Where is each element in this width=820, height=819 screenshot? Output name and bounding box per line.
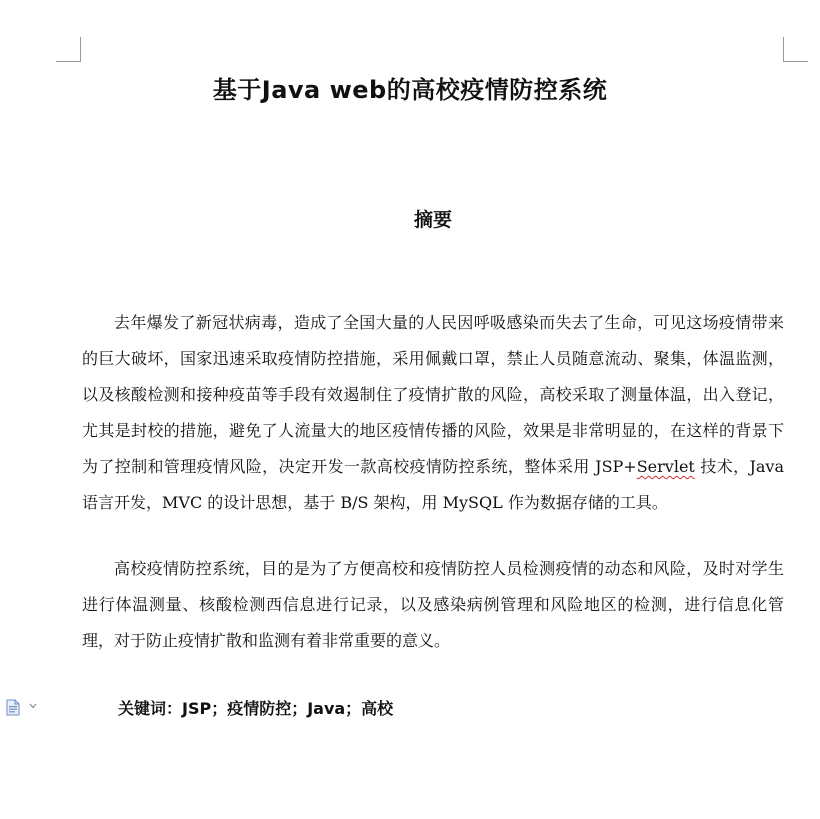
paragraph-1-text-start: 去年爆发了新冠状病毒，造成了全国大量的人民因呼吸感染而失去了生命，可见这场疫情带来的巨大破坏，国家迅速采取疫情防控措施，采用佩戴口罩，禁止人员随意流动、聚集，体温监测，以及核酸检测和接种疫苗等手段有效遏制住了疫情扩散的风险，高校采取了测量体温，出入登记，尤其是封校的措施，避免了人流量大的地区疫情传播的风险，效果是非常明显的，在这样的背景下为了控制和管理疫情风险，决定开发一款高校疫情防控系统，整体采用 JSP+ bbox=[82, 313, 784, 476]
paragraph-1-text-end: 技术，Java 语言开发，MVC 的设计思想，基于 B/S 架构，用 MySQL 作为数据存储的工具。 bbox=[82, 457, 784, 512]
document-title: 基于Java web的高校疫情防控系统 bbox=[212, 76, 608, 104]
document-options-icon[interactable] bbox=[6, 699, 20, 716]
abstract-paragraph-1 bbox=[82, 305, 784, 521]
spellcheck-flagged-word[interactable]: Servlet bbox=[636, 457, 695, 476]
chevron-down-icon[interactable] bbox=[29, 703, 37, 709]
abstract-heading: 摘要 bbox=[413, 209, 452, 231]
keywords-line: 关键词：JSP；疫情防控；Java；高校 bbox=[118, 699, 394, 718]
page-corner-mark-top-left bbox=[56, 37, 81, 62]
abstract-paragraph-2: 高校疫情防控系统，目的是为了方便高校和疫情防控人员检测疫情的动态和风险，及时对学生进行体温测量、核酸检测西信息进行记录，以及感染病例管理和风险地区的检测，进行信息化管理，对于防止疫情扩散和监测有着非常重要的意义。 bbox=[82, 559, 784, 650]
page-corner-mark-top-right bbox=[783, 37, 808, 62]
